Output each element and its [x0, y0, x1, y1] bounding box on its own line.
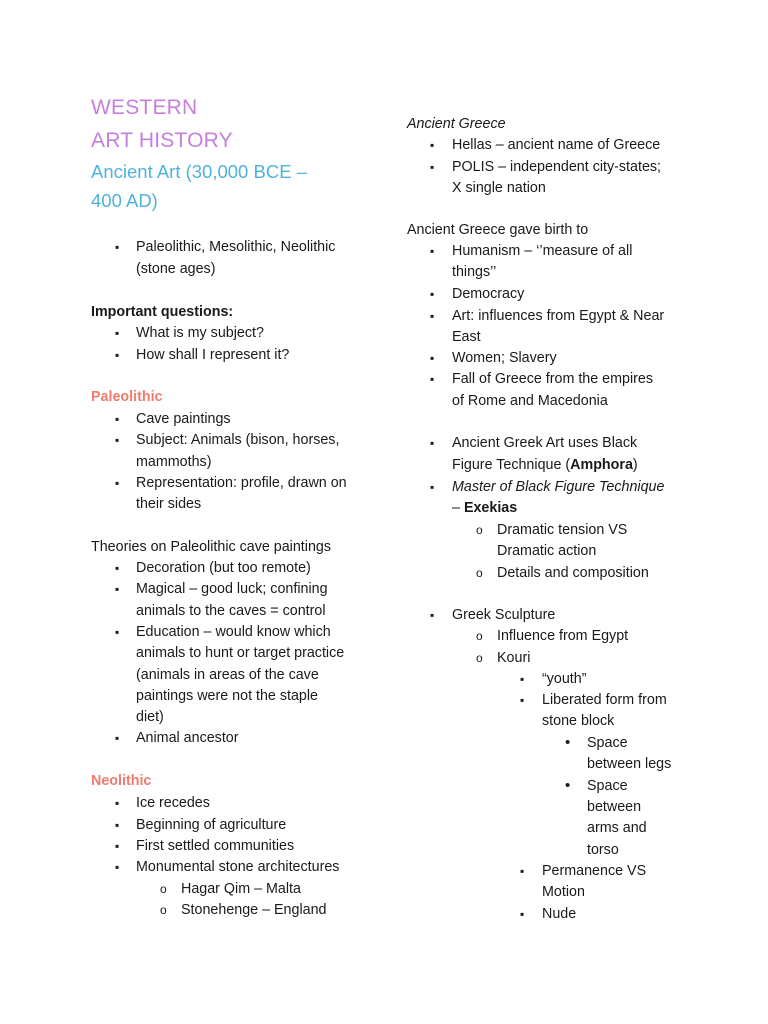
bullet-icon	[430, 135, 434, 156]
doc-subtitle-line2: 400 AD)	[91, 190, 158, 211]
list-item: Fall of Greece from the empires	[452, 371, 654, 387]
text-run: : influences from Egypt & Near	[470, 308, 665, 324]
list-item: Ice recedes	[136, 795, 210, 811]
list-item: (stone ages)	[136, 261, 216, 277]
list-item: Decoration (but too remote)	[136, 560, 311, 576]
list-item: Education – would know which	[136, 624, 331, 640]
list-item: Women; Slavery	[452, 350, 557, 366]
list-item	[452, 455, 638, 476]
bullet-icon	[115, 579, 119, 600]
list-item: Hellas – ancient name of Greece	[452, 137, 661, 153]
bullet-icon	[115, 836, 119, 857]
list-item: animals to the caves = control	[136, 603, 326, 619]
bullet-icon	[430, 157, 434, 178]
list-item: things’’	[452, 264, 497, 280]
section-heading: Ancient Greece	[407, 116, 506, 132]
text-run-bold: Exekias	[463, 500, 518, 516]
doc-title-line2: ART HISTORY	[91, 129, 233, 152]
list-item: Ancient Greek Art uses Black	[452, 435, 638, 451]
list-item: stone block	[542, 713, 615, 729]
sub-bullet-icon	[160, 879, 167, 900]
list-item: Dramatic action	[497, 543, 597, 559]
bullet-dot-icon	[565, 775, 570, 797]
bullet-icon	[115, 622, 119, 643]
list-item: of Rome and Macedonia	[452, 393, 608, 409]
list-item: between	[587, 799, 642, 815]
list-item: Greek Sculpture	[452, 607, 556, 623]
sub-bullet-icon	[160, 900, 167, 921]
list-item: Permanence VS	[542, 863, 647, 879]
list-item: torso	[587, 842, 619, 858]
list-item: Humanism – ‘’measure of all	[452, 243, 633, 259]
text-run: –	[452, 500, 464, 516]
section-heading-neolithic: Neolithic	[91, 773, 152, 789]
list-item: Influence from Egypt	[497, 628, 629, 644]
text-run-bold: Amphora	[570, 457, 633, 473]
section-heading: Ancient Greece gave birth to	[407, 222, 589, 238]
bullet-icon	[430, 284, 434, 305]
list-item: their sides	[136, 496, 202, 512]
list-item: What is my subject?	[136, 325, 264, 341]
sub-bullet-icon	[476, 626, 483, 647]
bullet-icon	[115, 323, 119, 344]
bullet-icon	[520, 904, 524, 925]
list-item: Beginning of agriculture	[136, 817, 287, 833]
bullet-icon	[520, 690, 524, 711]
list-item: Motion	[542, 884, 585, 900]
bullet-icon	[115, 558, 119, 579]
list-item: Stonehenge – England	[181, 902, 327, 918]
list-item: arms and	[587, 820, 647, 836]
doc-subtitle-line1: Ancient Art (30,000 BCE –	[91, 161, 307, 182]
bullet-icon	[115, 409, 119, 430]
list-item: (animals in areas of the cave	[136, 667, 319, 683]
text-run: Art	[452, 308, 471, 324]
sub-bullet-icon	[476, 520, 483, 541]
list-item: X single nation	[452, 180, 546, 196]
text-run: )	[632, 457, 638, 473]
list-item: mammoths)	[136, 454, 212, 470]
bullet-icon	[115, 728, 119, 749]
bullet-icon	[430, 369, 434, 390]
bullet-icon	[430, 605, 434, 626]
bullet-icon	[115, 430, 119, 451]
bullet-icon	[115, 857, 119, 878]
list-item: Dramatic tension VS	[497, 522, 628, 538]
bullet-icon	[430, 348, 434, 369]
list-item: Cave paintings	[136, 411, 231, 427]
bullet-icon	[430, 241, 434, 262]
list-item: Hagar Qim – Malta	[181, 881, 301, 897]
list-item: Details and composition	[497, 565, 649, 581]
text-run: Figure Technique (	[452, 457, 571, 473]
list-item: Monumental stone architectures	[136, 859, 340, 875]
list-item: animals to hunt or target practice	[136, 645, 345, 661]
list-item: Nude	[542, 906, 577, 922]
list-item: Space	[587, 735, 628, 751]
bullet-icon	[115, 815, 119, 836]
bullet-icon	[520, 861, 524, 882]
list-item: POLIS – independent city-states;	[452, 159, 662, 175]
bullet-icon	[115, 345, 119, 366]
section-heading: Important questions:	[91, 304, 234, 320]
list-item: “youth”	[542, 671, 587, 687]
list-item: Master of Black Figure Technique	[452, 479, 665, 495]
bullet-icon	[115, 473, 119, 494]
list-item: Liberated form from	[542, 692, 667, 708]
list-item: Animal ancestor	[136, 730, 239, 746]
bullet-icon	[430, 433, 434, 454]
section-heading: Theories on Paleolithic cave paintings	[91, 539, 332, 555]
list-item: Subject: Animals (bison, horses,	[136, 432, 340, 448]
list-item: Paleolithic, Mesolithic, Neolithic	[136, 239, 336, 255]
list-item: Representation: profile, drawn on	[136, 475, 347, 491]
list-item: paintings were not the staple	[136, 688, 319, 704]
list-item: Democracy	[452, 286, 525, 302]
bullet-icon	[430, 477, 434, 498]
bullet-icon	[430, 306, 434, 327]
list-item: Magical – good luck; confining	[136, 581, 328, 597]
list-item: How shall I represent it?	[136, 347, 290, 363]
list-item	[452, 306, 664, 327]
bullet-icon	[520, 669, 524, 690]
section-heading-paleolithic: Paleolithic	[91, 389, 163, 405]
list-item	[452, 498, 517, 519]
sub-bullet-icon	[476, 563, 483, 584]
list-item: East	[452, 329, 481, 345]
list-item: First settled communities	[136, 838, 295, 854]
list-item: between legs	[587, 756, 672, 772]
list-item: Space	[587, 778, 628, 794]
bullet-dot-icon	[565, 732, 570, 754]
list-item: Kouri	[497, 650, 531, 666]
bullet-icon	[115, 793, 119, 814]
list-item: diet)	[136, 709, 164, 725]
doc-title-line1: WESTERN	[91, 96, 198, 119]
bullet-icon	[115, 237, 119, 258]
sub-bullet-icon	[476, 648, 483, 669]
